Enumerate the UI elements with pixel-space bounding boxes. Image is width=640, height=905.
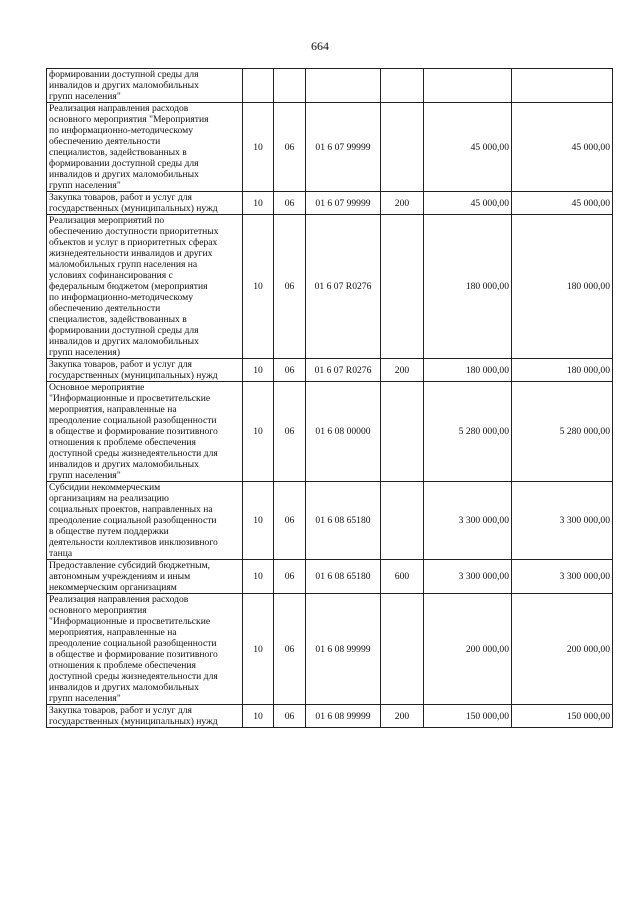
row-target: 01 6 08 99999 <box>306 594 381 705</box>
table-row <box>47 705 613 728</box>
row-amount-2: 5 280 000,00 <box>512 382 613 482</box>
row-type <box>381 482 424 560</box>
row-amount-1: 45 000,00 <box>424 103 512 192</box>
row-type <box>381 215 424 359</box>
row-name: Реализация направления расходов основного мероприятия "Информационные и просветительские мероприятия, направленные на преодоление социальной разобщенности в обществе и формирование позитивного отношения к проблеме обеспечения доступной среды жизнедеятельности для инвалидов и других маломобильных групп населения" <box>47 594 243 705</box>
row-amount-2: 45 000,00 <box>512 103 613 192</box>
row-section: 10 <box>243 103 274 192</box>
row-section: 10 <box>243 482 274 560</box>
row-section <box>243 69 274 103</box>
row-target: 01 6 08 00000 <box>306 382 381 482</box>
row-section: 10 <box>243 705 274 728</box>
row-section: 10 <box>243 382 274 482</box>
table-row <box>47 103 613 192</box>
table-row <box>47 69 613 103</box>
row-target: 01 6 07 99999 <box>306 103 381 192</box>
table-row <box>47 215 613 359</box>
row-amount-1: 3 300 000,00 <box>424 560 512 594</box>
table-row <box>47 192 613 215</box>
row-target: 01 6 07 99999 <box>306 192 381 215</box>
row-name: формировании доступной среды для инвалидов и других маломобильных групп населения" <box>47 69 243 103</box>
row-amount-2: 3 300 000,00 <box>512 560 613 594</box>
row-section: 10 <box>243 594 274 705</box>
row-amount-2: 200 000,00 <box>512 594 613 705</box>
row-type: 600 <box>381 560 424 594</box>
row-type <box>381 594 424 705</box>
row-subsection: 06 <box>274 560 306 594</box>
row-amount-1: 150 000,00 <box>424 705 512 728</box>
budget-table <box>46 68 613 728</box>
page-number: 664 <box>311 39 329 53</box>
row-subsection: 06 <box>274 359 306 382</box>
row-name: Закупка товаров, работ и услуг для государственных (муниципальных) нужд <box>47 359 243 382</box>
row-subsection: 06 <box>274 482 306 560</box>
row-subsection: 06 <box>274 705 306 728</box>
table-row <box>47 594 613 705</box>
table-row <box>47 359 613 382</box>
table-row <box>47 482 613 560</box>
table-row <box>47 382 613 482</box>
row-name: Закупка товаров, работ и услуг для государственных (муниципальных) нужд <box>47 705 243 728</box>
row-amount-2: 180 000,00 <box>512 359 613 382</box>
row-amount-1: 200 000,00 <box>424 594 512 705</box>
row-type <box>381 69 424 103</box>
row-name: Субсидии некоммерческим организациям на реализацию социальных проектов, направленных на преодоление социальной разобщенности в обществе путем поддержки деятельности коллективов инклюзивного танца <box>47 482 243 560</box>
row-amount-2: 3 300 000,00 <box>512 482 613 560</box>
row-name: Реализация направления расходов основного мероприятия "Мероприятия по информационно-методическому обеспечению деятельности специалистов, задействованных в формировании доступной среды для инвалидов и других маломобильных групп населения" <box>47 103 243 192</box>
row-subsection: 06 <box>274 594 306 705</box>
table-row <box>47 560 613 594</box>
row-amount-2: 180 000,00 <box>512 215 613 359</box>
row-amount-2: 45 000,00 <box>512 192 613 215</box>
row-type: 200 <box>381 192 424 215</box>
row-amount-2: 150 000,00 <box>512 705 613 728</box>
row-subsection: 06 <box>274 192 306 215</box>
row-amount-1: 45 000,00 <box>424 192 512 215</box>
row-name: Реализация мероприятий по обеспечению доступности приоритетных объектов и услуг в приоритетных сферах жизнедеятельности инвалидов и других маломобильных групп населения на условиях софинансирования с федеральным бюджетом (мероприятия по информационно-методическому обеспечению деятельности специалистов, задействованных в формировании доступной среды для инвалидов и других маломобильных групп населения) <box>47 215 243 359</box>
row-type: 200 <box>381 705 424 728</box>
row-name: Закупка товаров, работ и услуг для государственных (муниципальных) нужд <box>47 192 243 215</box>
row-section: 10 <box>243 359 274 382</box>
row-target: 01 6 07 R0276 <box>306 215 381 359</box>
row-subsection: 06 <box>274 382 306 482</box>
row-target <box>306 69 381 103</box>
row-amount-1: 3 300 000,00 <box>424 482 512 560</box>
row-subsection: 06 <box>274 103 306 192</box>
row-target: 01 6 08 65180 <box>306 482 381 560</box>
row-subsection <box>274 69 306 103</box>
row-target: 01 6 08 99999 <box>306 705 381 728</box>
row-amount-2 <box>512 69 613 103</box>
row-type: 200 <box>381 359 424 382</box>
row-name: Основное мероприятие "Информационные и просветительские мероприятия, направленные на преодоление социальной разобщенности в обществе и формирование позитивного отношения к проблеме обеспечения доступной среды жизнедеятельности для инвалидов и других маломобильных групп населения" <box>47 382 243 482</box>
row-name: Предоставление субсидий бюджетным, автономным учреждениям и иным некоммерческим организациям <box>47 560 243 594</box>
row-amount-1: 180 000,00 <box>424 215 512 359</box>
row-section: 10 <box>243 215 274 359</box>
row-target: 01 6 07 R0276 <box>306 359 381 382</box>
row-amount-1: 5 280 000,00 <box>424 382 512 482</box>
row-type <box>381 103 424 192</box>
row-type <box>381 382 424 482</box>
row-subsection: 06 <box>274 215 306 359</box>
row-amount-1 <box>424 69 512 103</box>
row-target: 01 6 08 65180 <box>306 560 381 594</box>
row-amount-1: 180 000,00 <box>424 359 512 382</box>
row-section: 10 <box>243 192 274 215</box>
row-section: 10 <box>243 560 274 594</box>
